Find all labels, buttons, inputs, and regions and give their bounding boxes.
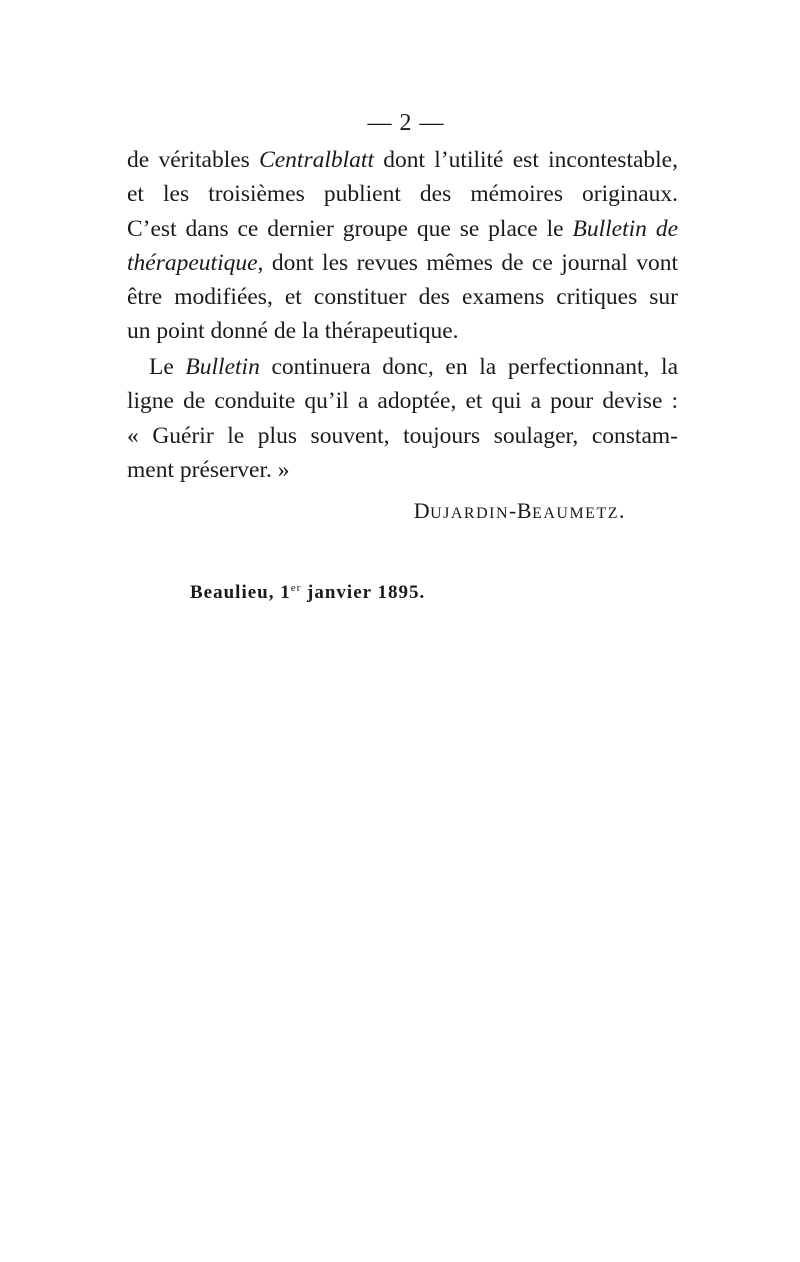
signature-period: .: [619, 498, 625, 523]
text-line: [127, 350, 678, 384]
paragraph-1: [127, 143, 678, 349]
text-line: être modifiées, et constituer des examens critiques sur: [127, 284, 678, 311]
text-run: de véritables: [127, 147, 260, 173]
text-line: « Guérir le plus souvent, toujours soulager, constam-: [127, 422, 678, 449]
paragraph-2: [127, 350, 678, 487]
italic-term: thérapeutique: [127, 249, 258, 276]
text-line: ment préserver. »: [127, 456, 290, 483]
author-signature: [414, 498, 625, 524]
text-run: C’est dans ce dernier groupe que se place le: [127, 215, 573, 242]
text-line: ligne de conduite qu’il a adoptée, et qui a pour devise :: [127, 388, 678, 415]
dateline-place: Beaulieu, 1: [190, 582, 291, 603]
dateline-date: janvier 1895.: [301, 582, 426, 603]
text-line: un point donné de la thérapeutique.: [127, 318, 459, 345]
text-line: [127, 143, 678, 177]
italic-term: Bulletin: [185, 354, 260, 380]
text-run: , dont les revues mêmes de ce journal vont: [257, 249, 678, 276]
dateline-ordinal: er: [290, 582, 302, 594]
signature-initial: B: [516, 498, 533, 523]
text-line: [127, 212, 678, 246]
signature-smallcaps: EAUMETZ: [532, 505, 619, 522]
signature-initial: D: [413, 498, 431, 523]
text-run: Le: [149, 354, 186, 380]
text-line: [127, 246, 678, 280]
italic-term: Centralblatt: [259, 147, 374, 173]
page-number: — 2 —: [367, 110, 445, 136]
dateline: [190, 582, 425, 604]
text-run: continuera donc, en la perfectionnant, la: [259, 354, 678, 380]
signature-smallcaps: UJARDIN: [430, 505, 510, 522]
text-run: dont l’utilité est incontestable,: [373, 147, 678, 173]
text-line: et les troisièmes publient des mémoires originaux.: [127, 181, 678, 208]
signature-dash: -: [509, 498, 517, 523]
italic-term: Bulletin de: [572, 215, 679, 242]
